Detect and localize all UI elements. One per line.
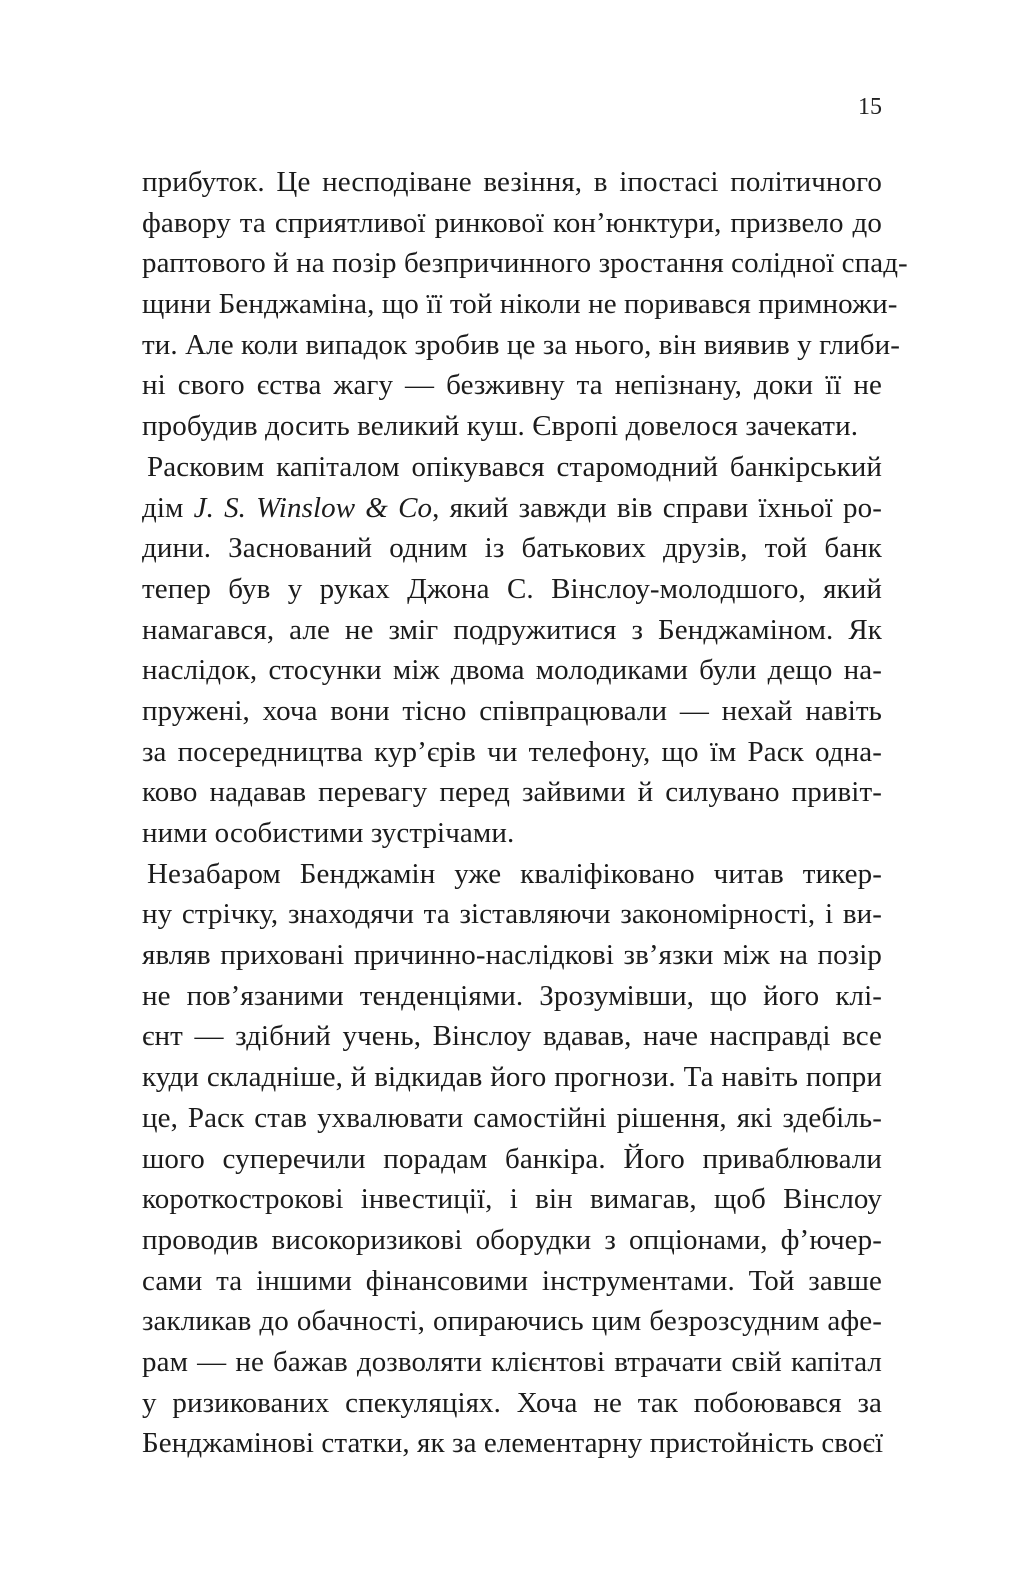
- text-line: сами та іншими фінансовими інструментами. Той завше: [142, 1264, 882, 1297]
- text-line: не пов’язаними тенденціями. Зрозумівши, що його клі-: [142, 979, 882, 1012]
- text-line: ними особистими зустрічами.: [142, 817, 515, 849]
- text-line: закликав до обачності, опираючись цим безрозсудним афе-: [142, 1305, 882, 1338]
- text-line: ну стрічку, знаходячи та зіставляючи закономірності, і ви-: [142, 898, 882, 931]
- text-line: являв приховані причинно-наслідкові зв’язки між на позір: [142, 939, 882, 972]
- text-line: ні свого єства жагу — безживну та непізнану, доки її не: [142, 369, 882, 402]
- text-line: дини. Заснований одним із батькових друзів, той банк: [142, 532, 882, 565]
- text-line: ково надавав перевагу перед зайвими й силувано привіт-: [142, 776, 882, 809]
- bank-name-italic: J. S. Winslow & Co: [193, 491, 433, 524]
- text-line-with-italic: [142, 488, 882, 529]
- text-line: Бенджамінові статки, як за елементарну пристойність своєї: [142, 1427, 884, 1460]
- text-line: наслідок, стосунки між двома молодиками були дещо на-: [142, 654, 882, 687]
- text-line: прибуток. Це несподіване везіння, в іпостасі політичного: [142, 166, 882, 198]
- text-line: за посередництва кур’єрів чи телефону, що їм Раск одна-: [142, 735, 882, 768]
- text-line: пробудив досить великий куш. Європі довелося зачекати.: [142, 410, 859, 443]
- text-line: проводив високоризикові оборудки з опціонами, ф’ючер-: [142, 1223, 882, 1256]
- text-segment: , який завжди вів справи їхньої ро-: [432, 491, 882, 524]
- text-line: у ризикованих спекуляціях. Хоча не так побоювався за: [142, 1386, 882, 1419]
- text-line: короткострокові інвестиції, і він вимагав, щоб Вінслоу: [142, 1183, 882, 1216]
- paragraph-3: [142, 854, 882, 1464]
- text-line: шого суперечили порадам банкіра. Його приваблювали: [142, 1142, 882, 1175]
- text-line: ти. Але коли випадок зробив це за нього, він виявив у глиби-: [142, 328, 901, 361]
- text-line: Незабаром Бенджамін уже кваліфіковано читав тикер-: [147, 857, 882, 890]
- text-line: раптового й на позір безпричинного зростання солідної спад-: [142, 247, 908, 280]
- body-text: [142, 162, 908, 1464]
- text-line: куди складніше, й відкидав його прогнози. Та навіть попри: [142, 1061, 882, 1094]
- paragraph-1: [142, 162, 908, 447]
- text-line: це, Раск став ухвалювати самостійні рішення, які здебіль-: [142, 1101, 882, 1134]
- paragraph-2: [142, 447, 882, 854]
- text-line: Расковим капіталом опікувався старомодний банкірський: [147, 450, 882, 483]
- text-segment: дім: [142, 491, 194, 524]
- text-line: намагався, але не зміг подружитися з Бенджаміном. Як: [142, 613, 882, 646]
- page-number: 15: [858, 94, 882, 120]
- text-line: щини Бенджаміна, що її той ніколи не поривався примножи-: [142, 288, 898, 321]
- text-line: тепер був у руках Джона С. Вінслоу-молодшого, який: [142, 572, 882, 605]
- text-line: рам — не бажав дозволяти клієнтові втрачати свій капітал: [142, 1345, 882, 1378]
- text-line: єнт — здібний учень, Вінслоу вдавав, наче насправді все: [142, 1020, 882, 1053]
- text-line: фавору та сприятливої ринкової кон’юнктури, призвело до: [142, 206, 882, 239]
- text-line: пружені, хоча вони тісно співпрацювали — нехай навіть: [142, 694, 882, 727]
